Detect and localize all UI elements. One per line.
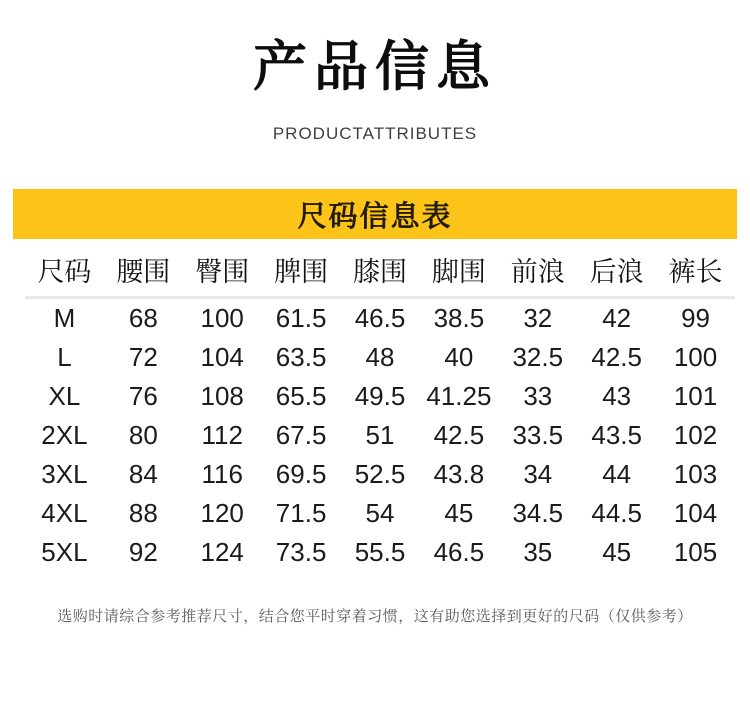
table-row	[25, 416, 735, 455]
table-cell: 46.5	[354, 303, 406, 333]
table-row	[25, 338, 735, 377]
table-cell: 43	[602, 381, 632, 411]
header-cell: 脚围	[431, 257, 486, 287]
table-cell: 51	[365, 420, 395, 450]
table-cell: 32.5	[512, 342, 564, 372]
table-cell: 84	[128, 459, 158, 489]
table-cell: 49.5	[354, 381, 406, 411]
table-cell: 42.5	[433, 420, 485, 450]
table-cell: 33	[523, 381, 553, 411]
table-cell: 41.25	[426, 381, 492, 411]
header-cell: 后浪	[589, 257, 644, 287]
table-cell: 105	[673, 537, 718, 567]
header-cell: 膝围	[352, 257, 407, 287]
table-cell: 73.5	[275, 537, 327, 567]
table-cell: 55.5	[354, 537, 406, 567]
table-cell: 104	[673, 498, 718, 528]
table-cell: 33.5	[512, 420, 564, 450]
table-cell: 112	[201, 420, 243, 450]
table-cell: 45	[444, 498, 474, 528]
table-cell: 42	[602, 303, 632, 333]
table-row	[25, 533, 735, 572]
table-cell: 72	[128, 342, 158, 372]
table-cell: 2XL	[41, 420, 88, 450]
table-cell: 43.8	[433, 459, 485, 489]
table-cell: 42.5	[591, 342, 642, 372]
header-cell: 裤长	[668, 257, 723, 287]
header-cell: 脾围	[274, 257, 329, 287]
table-cell: 38.5	[433, 303, 485, 333]
table-cell: 61.5	[275, 303, 327, 333]
header-cell: 腰围	[116, 257, 171, 287]
table-cell: 44	[602, 459, 632, 489]
page-subtitle: PRODUCTATTRIBUTES	[272, 124, 478, 143]
size-table-banner-label: 尺码信息表	[297, 200, 453, 233]
table-cell: 48	[365, 342, 395, 372]
table-cell: 88	[128, 498, 158, 528]
table-cell: 43.5	[591, 420, 642, 450]
table-cell: 5XL	[41, 537, 88, 567]
table-cell: 100	[673, 342, 718, 372]
table-cell: 76	[128, 381, 158, 411]
size-table-header-row	[25, 243, 735, 299]
table-cell: 92	[128, 537, 158, 567]
table-row	[25, 455, 735, 494]
table-cell: 102	[673, 420, 718, 450]
table-cell: 103	[673, 459, 718, 489]
table-cell: 52.5	[354, 459, 406, 489]
table-cell: 69.5	[275, 459, 327, 489]
table-cell: 67.5	[275, 420, 327, 450]
table-cell: 46.5	[433, 537, 485, 567]
table-cell: 63.5	[275, 342, 327, 372]
table-cell: 32	[523, 303, 553, 333]
table-row	[25, 494, 735, 533]
table-cell: 68	[128, 303, 158, 333]
table-cell: 65.5	[275, 381, 327, 411]
size-table	[25, 243, 735, 572]
table-cell: XL	[48, 381, 81, 411]
table-cell: M	[53, 303, 76, 333]
table-cell: 101	[673, 381, 718, 411]
table-row	[25, 377, 735, 416]
table-cell: 71.5	[275, 498, 327, 528]
table-cell: 80	[128, 420, 158, 450]
table-cell: 3XL	[41, 459, 88, 489]
table-cell: 40	[444, 342, 474, 372]
table-cell: 35	[523, 537, 553, 567]
table-cell: L	[57, 342, 72, 372]
table-cell: 44.5	[591, 498, 642, 528]
table-cell: 4XL	[41, 498, 88, 528]
table-cell: 100	[200, 303, 244, 333]
table-cell: 108	[200, 381, 244, 411]
table-cell: 54	[365, 498, 395, 528]
table-cell: 104	[200, 342, 244, 372]
page-title: 产品信息	[253, 37, 497, 97]
table-cell: 99	[681, 303, 710, 333]
table-row	[25, 299, 735, 338]
table-cell: 120	[200, 498, 244, 528]
table-cell: 34.5	[512, 498, 564, 528]
header-cell: 尺码	[37, 257, 92, 287]
table-cell: 116	[201, 459, 243, 489]
size-note: 选购时请综合参考推荐尺寸，结合您平时穿着习惯，这有助您选择到更好的尺码（仅供参考）	[57, 608, 693, 625]
header-cell: 前浪	[510, 257, 565, 287]
table-cell: 45	[602, 537, 632, 567]
table-cell: 124	[200, 537, 244, 567]
table-cell: 34	[523, 459, 553, 489]
size-table-banner	[13, 189, 737, 239]
header-cell: 臀围	[195, 257, 250, 287]
